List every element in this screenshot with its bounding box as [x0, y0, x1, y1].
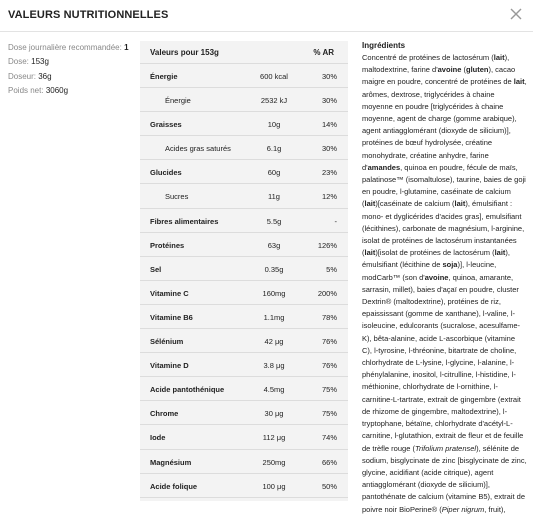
ingredient-segment: , quinoa en poudre, fécule de maïs, palatinose™ (isomaltulose), taurine, baies de goji en poudre, l-glutamine, caséinate de calcium ( — [362, 162, 526, 209]
allergen-text: lait — [493, 53, 505, 62]
summary-value: 3060g — [45, 86, 69, 96]
table-row — [140, 305, 348, 329]
nutrient-ar: 75% — [321, 409, 337, 419]
allergen-text: soja — [442, 260, 458, 270]
summary-label: Doseur: — [8, 71, 39, 81]
summary-net-weight — [8, 84, 133, 98]
summary-value: 1 — [124, 43, 129, 52]
table-row — [140, 281, 348, 305]
ingredients-title: Ingrédients — [362, 41, 406, 50]
nutrient-ar: 30% — [321, 72, 337, 81]
allergen-text: lait — [364, 248, 376, 258]
nutrient-amount: 30 μg — [264, 409, 284, 419]
table-row — [140, 160, 348, 184]
ingredient-segment: )[isolat de protéines de lactosérum ( — [375, 248, 495, 258]
nutrient-ar: 76% — [321, 337, 337, 347]
ingredient-segment: ( — [461, 65, 466, 75]
nutrient-ar: 75% — [321, 385, 337, 395]
ingredient-segment: , fruit), — [484, 504, 506, 514]
table-row — [140, 233, 348, 257]
ingredient-segment: ), émulsifiant (lécithine de — [362, 248, 511, 270]
allergen-text: lait — [364, 199, 376, 209]
nutrient-amount: 10g — [267, 120, 281, 130]
nutrient-name: Vitamine D — [150, 361, 189, 371]
allergen-text: gluten — [466, 65, 489, 75]
ingredient-segment: Trifolium pratensel — [414, 443, 477, 453]
ingredient-segment: ), cacao maigre en poudre, concentré de protéines de — [362, 65, 516, 87]
nutrient-name: Acides gras saturés — [165, 144, 231, 154]
summary-label: Dose journalière recommandée: — [8, 43, 125, 52]
nutrient-ar: 30% — [321, 144, 337, 154]
table-row — [140, 136, 348, 160]
table-row — [140, 112, 348, 136]
summary-value: 36g — [38, 71, 52, 81]
nutrient-name: Graisses — [150, 120, 182, 130]
nutrient-name: Magnésium — [150, 457, 192, 467]
nutrient-ar: 14% — [321, 120, 337, 130]
nutrient-amount: 600 kcal — [260, 72, 288, 81]
ingredient-segment: )[caséinate de calcium ( — [375, 199, 455, 209]
nutrient-amount: 250mg — [262, 457, 286, 467]
table-row — [140, 474, 348, 498]
allergen-text: lait — [494, 248, 506, 258]
nutrient-name: Vitamine B6 — [150, 312, 193, 322]
ingredient-segment: ), sélénite de sodium, bisglycinate de zinc [bisglycinate de zinc, glycine, acidifiant (acide citrique), agent antiagglomérant (dioxyde de silicium)], pantothénate de calcium (vitamine B5), extrait de poivre noir BioPerine® ( — [362, 443, 527, 514]
nutrient-amount: 2532 kJ — [260, 96, 288, 106]
ingredient-segment: Concentré de protéines de lactosérum ( — [362, 53, 494, 62]
ingredients-text — [362, 52, 527, 516]
summary-scoop — [8, 70, 133, 84]
ingredient-segment: Piper nigrum — [441, 504, 485, 514]
table-row — [140, 329, 348, 353]
allergen-text: avoine — [424, 272, 449, 282]
nutrient-name: Protéines — [150, 240, 185, 250]
summary-label: Poids net: — [8, 86, 46, 96]
nutrient-name: Iode — [150, 433, 166, 443]
nutrient-amount: 4.5mg — [263, 385, 285, 395]
ingredient-segment: , quinoa, amarante, sarrasin, millet), baies d'açaï en poudre, cluster Dextrin® (maltodextrine), protéines de riz, epaississant (gomme de xanthane), l-valine, l-isoleucine, edulcorants (sucralose, acesulfame-K), bêta-alanine, acide L-ascorbique (vitamine C), l-tyrosine, l-thréonine, bitartrate de choline, chlorhydrate de L-lysine, l-glycine, l-alanine, l-phénylalanine, inositol, l-citrulline, l-histidine, l-méthionine, chlorhydrate de l-ornithine, l-carnitine-L-tartrate, extrait de gingembre (extrait de rhizome de gingembre, maltodextrine), l-tryptophane, bétaïne, chlorhydrate d'acétyl-L-carnitine, l-glutathion, extrait de fleur et de feuille de trèfle rouge ( — [362, 272, 524, 453]
close-icon[interactable] — [509, 7, 523, 21]
nutrient-amount: 11g — [268, 192, 280, 202]
nutrient-amount: 63g — [267, 240, 281, 250]
nutrient-name: Fibres alimentaires — [150, 216, 219, 226]
table-row — [140, 88, 348, 112]
ingredient-segment: )], l-leucine, modCarb™ (son d' — [362, 260, 497, 282]
nutrient-name: Vitamine C — [150, 288, 189, 298]
table-row — [140, 209, 348, 233]
allergen-text: lait — [454, 199, 466, 209]
nutrient-name: Glucides — [150, 168, 182, 178]
summary-daily-dose — [8, 41, 133, 55]
modal-header — [0, 0, 533, 32]
nutrient-ar: 76% — [321, 361, 337, 371]
nutrient-name: Chrome — [150, 409, 179, 419]
nutrient-name: Énergie — [150, 72, 178, 81]
nutrient-ar: 5% — [326, 264, 337, 274]
nutrient-name: Sucres — [165, 192, 189, 202]
ingredient-segment: , arômes, dextrose, triglycérides à chaine moyenne en poudre [triglycérides à chaine moyenne, agent de charge (gomme arabique), agent antiagglomérant (dioxyde de silicium)], protéines de bœuf hydrolysée, créatine monohydrate, créatine anhydre, farine d' — [362, 77, 527, 172]
table-row — [140, 450, 348, 474]
nutrient-ar: 30% — [321, 96, 337, 106]
header-ar: % AR — [313, 48, 334, 57]
nutrient-amount: 42 μg — [264, 337, 284, 347]
allergen-text: amandes — [367, 162, 401, 172]
table-row — [140, 401, 348, 425]
nutrient-amount: 3.8 μg — [263, 361, 285, 371]
table-row — [140, 184, 348, 208]
nutrient-amount: 0.35g — [264, 264, 284, 274]
summary-label: Dose: — [8, 57, 32, 67]
ingredient-segment: ), émulsifiant : mono- et dyglicérides d'acides gras], emulsifiant (lécithines), carbonate de magnésium, l-arginine, isolat de protéines de lactosérum instantanées ( — [362, 199, 525, 258]
ingredients-panel — [362, 41, 527, 514]
table-row — [140, 353, 348, 377]
nutrient-amount: 100 μg — [262, 481, 286, 491]
table-row — [140, 257, 348, 281]
allergen-text: avoine — [437, 65, 462, 75]
summary-dose — [8, 55, 133, 69]
nutrient-name: Énergie — [165, 96, 191, 106]
nutrient-name: Sel — [150, 264, 162, 274]
nutrient-amount: 1.1mg — [263, 312, 285, 322]
nutrient-amount: 5.5g — [266, 216, 282, 226]
nutrient-amount: 112 μg — [262, 433, 286, 443]
summary-value: 153g — [31, 57, 49, 67]
table-row — [140, 377, 348, 401]
allergen-text: lait — [513, 77, 525, 87]
nutrition-table-header — [140, 41, 348, 64]
table-row — [140, 425, 348, 449]
nutrient-ar: - — [334, 216, 337, 226]
nutrient-name: Sélénium — [150, 337, 184, 347]
dose-summary — [8, 41, 133, 99]
nutrient-ar: 50% — [321, 481, 337, 491]
header-serving: Valeurs pour 153g — [150, 48, 219, 57]
modal-title: VALEURS NUTRITIONNELLES — [8, 9, 169, 21]
nutrient-amount: 160mg — [262, 288, 286, 298]
nutrient-ar: 78% — [321, 312, 337, 322]
nutrient-ar: 200% — [317, 288, 337, 298]
nutrient-ar: 12% — [321, 192, 337, 202]
nutrient-name: Acide folique — [150, 481, 198, 491]
nutrient-amount: 6.1g — [266, 144, 282, 154]
nutrient-name: Acide pantothénique — [150, 385, 225, 395]
nutrient-ar: 66% — [321, 457, 337, 467]
table-row — [140, 64, 348, 88]
nutrition-table — [140, 41, 348, 501]
nutrient-ar: 23% — [321, 168, 337, 178]
nutrient-ar: 74% — [321, 433, 337, 443]
nutrient-ar: 126% — [317, 240, 337, 250]
ingredient-segment: ), maltodextrine, farine d' — [362, 53, 510, 75]
nutrient-amount: 60g — [267, 168, 281, 178]
